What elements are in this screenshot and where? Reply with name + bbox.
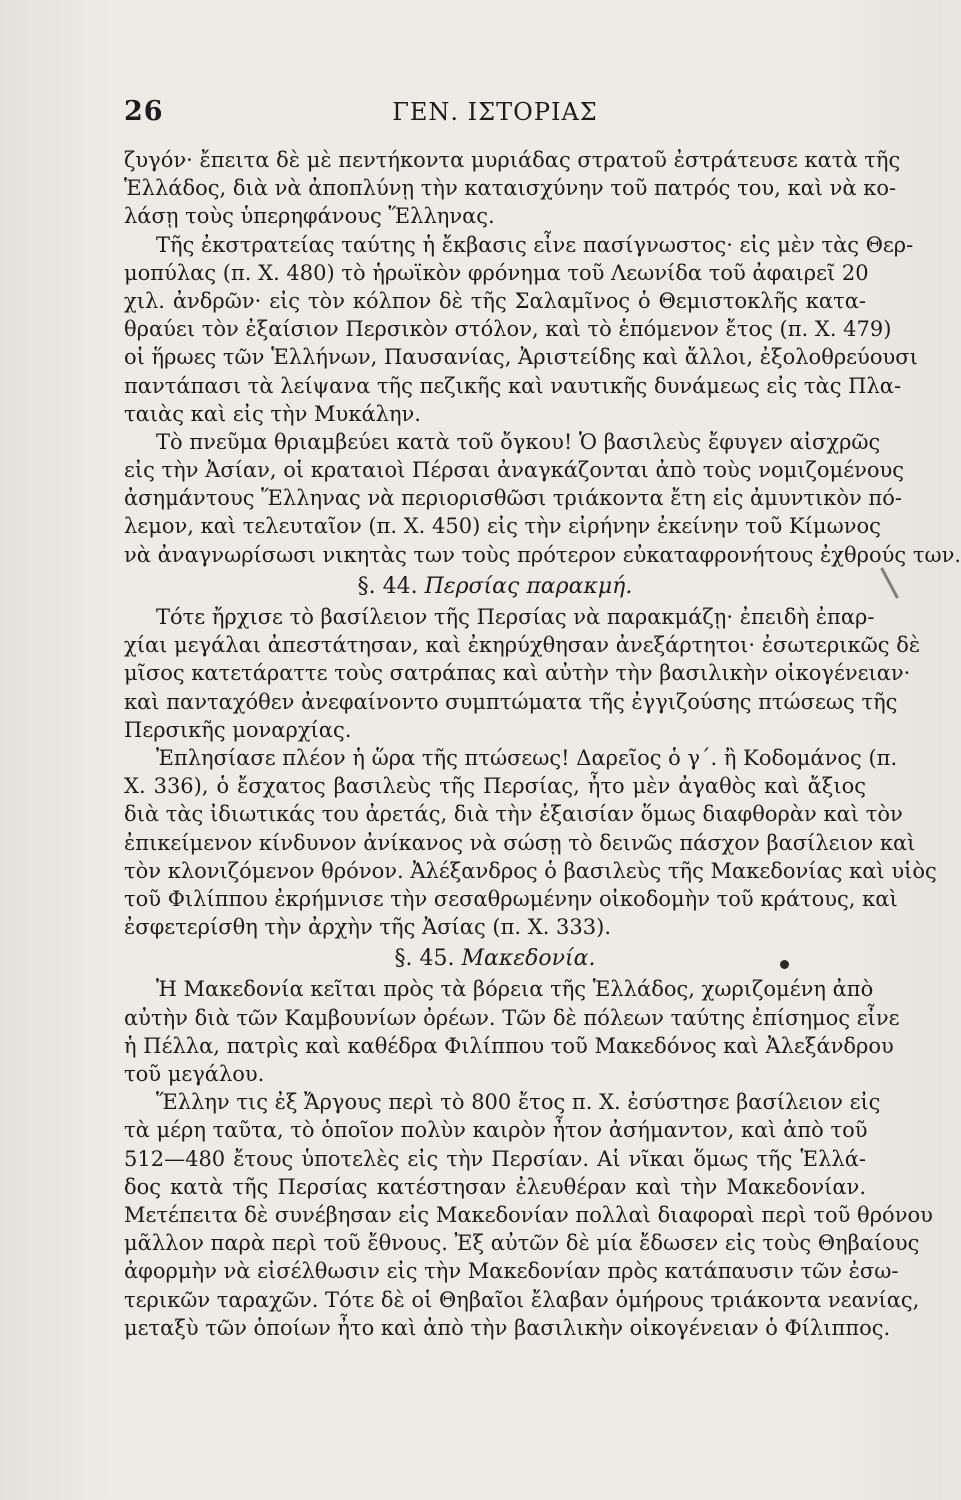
text-line: τοῦ μεγάλου. — [124, 1062, 265, 1086]
text-line: ζυγόν· ἔπειτα δὲ μὲ πεντήκοντα μυριάδας στρατοῦ ἐστράτευσε κατὰ τῆς — [124, 148, 901, 172]
text-line: ἐσφετερίσθη τὴν ἀρχὴν τῆς Ἀσίας (π. Χ. 333). — [124, 915, 611, 940]
text-line: εἰς τὴν Ἀσίαν, οἱ κραταιοὶ Πέρσαι ἀναγκάζονται ἀπὸ τοὺς νομιζομένους — [124, 458, 905, 483]
section-heading-45 — [124, 945, 866, 973]
text-line: θραύει τὸν ἐξαίσιον Περσικὸν στόλον, καὶ τὸ ἑπόμενον ἔτος (π. Χ. 479) — [124, 317, 892, 342]
text-line: διὰ τὰς ἰδιωτικάς του ἀρετάς, διὰ τὴν ἐξαισίαν ὅμως διαφθορὰν καὶ τὸν — [124, 802, 903, 827]
paragraph-6 — [124, 975, 900, 1088]
page-number: 26 — [124, 96, 164, 127]
paragraph-5 — [124, 744, 937, 941]
paragraph-1 — [124, 146, 901, 231]
text-line: παντάπασι τὰ λείψανα τῆς πεζικῆς καὶ ναυτικῆς δυνάμεως εἰς τὰς Πλα- — [124, 373, 902, 398]
text-line: καὶ πανταχόθεν ἀνεφαίνοντο συμπτώματα τῆς ἐγγιζούσης πτώσεως τῆς — [124, 689, 898, 714]
running-head: ΓΕΝ. ΙΣΤΟΡΙΑΣ — [392, 98, 598, 126]
text-line: νὰ ἀναγνωρίσωσι νικητὰς των τοὺς πρότερον εὐκαταφρονήτους ἐχθρούς των. — [124, 542, 961, 567]
text-line: λάσῃ τοὺς ὑπερηφάνους Ἕλληνας. — [124, 204, 495, 229]
text-line: οἱ ἥρωες τῶν Ἑλλήνων, Παυσανίας, Ἀριστείδης καὶ ἄλλοι, ἐξολοθρεύουσι — [124, 345, 918, 370]
text-line: ἀσημάντους Ἕλληνας νὰ περιορισθῶσι τριάκοντα ἔτη εἰς ἀμυντικὸν πό- — [124, 486, 902, 511]
section-title: Περσίας παρακμή. — [424, 573, 633, 599]
paragraph-7 — [124, 1088, 933, 1342]
text-line: Τότε ἤρχισε τὸ βασίλειον τῆς Περσίας νὰ παρακμάζῃ· ἐπειδὴ ἐπαρ- — [156, 605, 875, 629]
text-line: Τὸ πνεῦμα θριαμβεύει κατὰ τοῦ ὄγκου! Ὁ βασιλεὺς ἔφυγεν αἰσχρῶς — [156, 429, 881, 454]
text-line: Περσικῆς μοναρχίας. — [124, 717, 352, 742]
section-heading-44 — [124, 573, 866, 601]
text-line: τὸν κλονιζόμενον θρόνον. Ἀλέξανδρος ὁ βασιλεὺς τῆς Μακεδονίας καὶ υἱὸς — [124, 858, 937, 883]
paragraph-4 — [124, 603, 921, 744]
text-line: μᾶλλον παρὰ περὶ τοῦ ἔθνους. Ἐξ αὐτῶν δὲ μία ἔδωσεν εἰς τοὺς Θηβαίους — [124, 1231, 920, 1256]
text-line: ἡ Πέλλα, πατρὶς καὶ καθέδρα Φιλίππου τοῦ Μακεδόνος καὶ Ἀλεξάνδρου — [124, 1033, 894, 1058]
text-line: μεταξὺ τῶν ὁποίων ἦτο καὶ ἀπὸ τὴν βασιλικὴν οἰκογένειαν ὁ Φίλιππος. — [124, 1315, 891, 1340]
page-header — [124, 96, 866, 132]
text-line: μῖσος κατετάραττε τοὺς σατράπας καὶ αὐτὴν τὴν βασιλικὴν οἰκογένειαν· — [124, 661, 911, 686]
text-line: Χ. 336), ὁ ἔσχατος βασιλεὺς τῆς Περσίας, ἦτο μὲν ἀγαθὸς καὶ ἄξιος — [124, 774, 866, 799]
text-line: τερικῶν ταραχῶν. Τότε δὲ οἱ Θηβαῖοι ἔλαβαν ὁμήρους τριάκοντα νεανίας, — [124, 1287, 920, 1312]
section-number: §. 45. — [394, 946, 455, 972]
text-line: Ἡ Μακεδονία κεῖται πρὸς τὰ βόρεια τῆς Ἑλλάδος, χωριζομένη ἀπὸ — [156, 977, 874, 1002]
text-line: ἐπικείμενον κίνδυνον ἀνίκανος νὰ σώσῃ τὸ δεινῶς πάσχον βασίλειον καὶ — [124, 830, 916, 855]
text-line: Ἕλλην τις ἐξ Ἄργους περὶ τὸ 800 ἔτος π. Χ. ἐσύστησε βασίλειον εἰς — [156, 1090, 881, 1115]
text-line: μοπύλας (π. Χ. 480) τὸ ἡρωϊκὸν φρόνημα τοῦ Λεωνίδα τοῦ ἀφαιρεῖ 20 — [124, 260, 869, 285]
text-line: Ἐπλησίασε πλέον ἡ ὥρα τῆς πτώσεως! Δαρεῖος ὁ γ΄. ἢ Κοδομάνος (π. — [156, 745, 898, 770]
text-line: Τῆς ἐκστρατείας ταύτης ἡ ἔκβασις εἶνε πασίγνωστος· εἰς μὲν τὰς Θερ- — [156, 232, 914, 257]
text-line: δος κατὰ τῆς Περσίας κατέστησαν ἐλευθέραν καὶ τὴν Μακεδονίαν. — [124, 1174, 866, 1199]
text-line: τὰ μέρη ταῦτα, τὸ ὁποῖον πολὺν καιρὸν ἦτον ἀσήμαντον, καὶ ἀπὸ τοῦ — [124, 1118, 868, 1143]
text-line: ταιὰς καὶ εἰς τὴν Μυκάλην. — [124, 401, 421, 426]
text-line: Μετέπειτα δὲ συνέβησαν εἰς Μακεδονίαν πολλαὶ διαφοραὶ περὶ τοῦ θρόνου — [124, 1202, 933, 1227]
text-line: Ἑλλάδος, διὰ νὰ ἀποπλύνῃ τὴν καταισχύνην τοῦ πατρός του, καὶ νὰ κο- — [124, 176, 897, 201]
page-body — [124, 146, 961, 1342]
margin-pencil-mark — [880, 567, 899, 598]
text-line: χιλ. ἀνδρῶν· εἰς τὸν κόλπον δὲ τῆς Σαλαμῖνος ὁ Θεμιστοκλῆς κατα- — [124, 288, 866, 313]
section-number: §. 44. — [357, 573, 418, 599]
text-line: λεμον, καὶ τελευταῖον (π. Χ. 450) εἰς τὴν εἰρήνην ἐκείνην τοῦ Κίμωνος — [124, 514, 881, 539]
text-line: ἀφορμὴν νὰ εἰσέλθωσιν εἰς τὴν Μακεδονίαν πρὸς κατάπαυσιν τῶν ἐσω- — [124, 1259, 899, 1284]
paragraph-3 — [124, 428, 961, 569]
text-line: αὐτὴν διὰ τῶν Καμβουνίων ὀρέων. Τῶν δὲ πόλεων ταύτης ἐπίσημος εἶνε — [124, 1005, 900, 1030]
section-title: Μακεδονία. — [461, 946, 596, 972]
text-line: χίαι μεγάλαι ἀπεστάτησαν, καὶ ἐκηρύχθησαν ἀνεξάρτητοι· ἐσωτερικῶς δὲ — [124, 633, 921, 658]
paragraph-2 — [124, 231, 918, 428]
ink-spot — [780, 960, 789, 969]
text-line: 512—480 ἔτους ὑποτελὲς εἰς τὴν Περσίαν. Αἱ νῖκαι ὅμως τῆς Ἑλλά- — [124, 1146, 866, 1171]
text-line: τοῦ Φιλίππου ἐκρήμνισε τὴν σεσαθρωμένην οἰκοδομὴν τοῦ κράτους, καὶ — [124, 886, 898, 911]
